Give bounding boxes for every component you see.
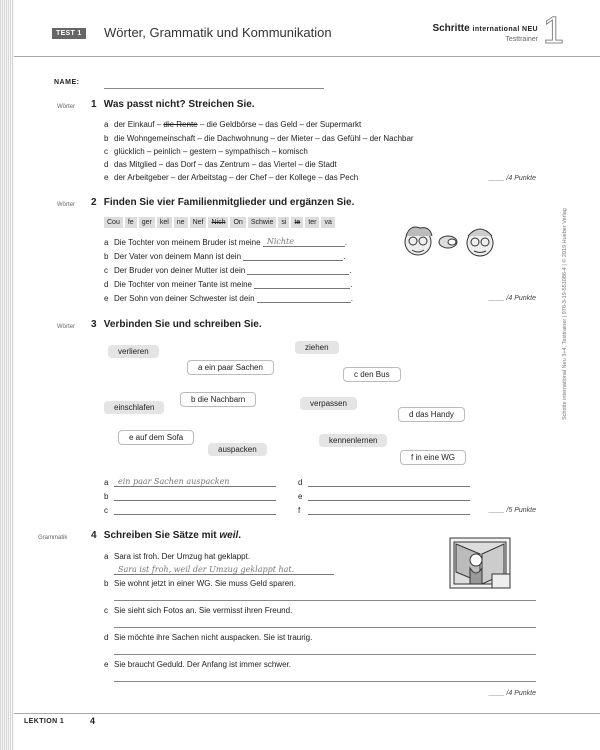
chip-c[interactable]: c den Bus xyxy=(343,367,401,382)
ex3-answer-d[interactable]: d xyxy=(298,477,470,487)
ex4-category: Grammatik xyxy=(38,535,68,541)
syllable-bar xyxy=(104,217,337,228)
ex4-item-d: d Sie möchte ihre Sachen nicht auspacken. Sie ist traurig. xyxy=(104,633,313,642)
footer-lektion: LEKTION 1 xyxy=(24,718,65,725)
test-number: 1 xyxy=(542,10,564,52)
syllable: ne xyxy=(174,217,188,228)
ex3-answer-c[interactable]: c xyxy=(104,505,276,515)
ex2-item-b[interactable]: b Der Vater von deinem Mann ist dein . xyxy=(104,252,346,261)
chip-kennenlernen[interactable]: kennenlernen xyxy=(319,434,387,447)
syllable: si xyxy=(278,217,289,228)
syllable-crossed: te xyxy=(291,217,303,228)
ex1-item-b[interactable]: b die Wohngemeinschaft – die Dachwohnung – der Mieter – das Gefühl – der Nachbar xyxy=(104,134,414,143)
syllable: On xyxy=(230,217,245,228)
ex3-category: Wörter xyxy=(57,324,75,330)
ex1-item-a[interactable]: a der Einkauf – die Rente – die Geldbörse – das Geld – der Supermarkt xyxy=(104,120,362,129)
brand-subtitle: Testtrainer xyxy=(505,36,538,43)
syllable: Nef xyxy=(190,217,207,228)
syllable: va xyxy=(321,217,334,228)
ex3-points: ____ /5 Punkte xyxy=(488,507,536,514)
ex3-answer-a[interactable]: a ein paar Sachen auspacken xyxy=(104,477,276,487)
ex4-answer-e[interactable] xyxy=(114,681,536,682)
chip-verpassen[interactable]: verpassen xyxy=(300,397,357,410)
ex3-heading: 3 Verbinden Sie und schreiben Sie. xyxy=(91,319,262,330)
ex3-answer-f[interactable]: f xyxy=(298,505,470,515)
ex3-answer-e[interactable]: e xyxy=(298,491,470,501)
test-badge: TEST 1 xyxy=(52,28,86,39)
footer-divider xyxy=(14,713,600,714)
page-number: 4 xyxy=(90,716,96,726)
ex2-item-c[interactable]: c Der Bruder von deiner Mutter ist dein . xyxy=(104,266,352,275)
side-stripe xyxy=(0,0,14,750)
chip-ziehen[interactable]: ziehen xyxy=(295,341,339,354)
chip-b[interactable]: b die Nachbarn xyxy=(180,392,256,407)
syllable: ger xyxy=(139,217,155,228)
name-label: NAME: xyxy=(54,79,80,86)
ex2-points: ____ /4 Punkte xyxy=(488,295,536,302)
ex1-item-d[interactable]: d das Mitglied – das Dorf – das Zentrum – das Viertel – die Stadt xyxy=(104,160,337,169)
ex4-answer-c[interactable] xyxy=(114,627,536,628)
ex4-item-e: e Sie braucht Geduld. Der Anfang ist immer schwer. xyxy=(104,660,291,669)
ex2-item-e[interactable]: e Der Sohn von deiner Schwester ist dein . xyxy=(104,294,353,303)
ex4-heading: 4 Schreiben Sie Sätze mit weil. xyxy=(91,530,242,541)
chip-e[interactable]: e auf dem Sofa xyxy=(118,430,194,445)
syllable: Cou xyxy=(104,217,123,228)
moving-boxes-illustration xyxy=(446,530,518,594)
syllable-crossed: Nich xyxy=(208,217,228,228)
ex4-answer-d[interactable] xyxy=(114,654,536,655)
page-title: Wörter, Grammatik und Kommunikation xyxy=(104,25,332,40)
header-divider xyxy=(14,56,600,57)
brand-logo: Schritte international NEU xyxy=(432,23,538,34)
ex4-answer-a[interactable]: Sara ist froh, weil der Umzug geklappt hat. xyxy=(114,565,334,575)
syllable: fe xyxy=(125,217,137,228)
chip-auspacken[interactable]: auspacken xyxy=(208,443,267,456)
syllable: Schwie xyxy=(248,217,277,228)
ex2-item-d[interactable]: d Die Tochter von meiner Tante ist meine . xyxy=(104,280,353,289)
name-field[interactable] xyxy=(104,88,324,89)
ex4-item-b: b Sie wohnt jetzt in einer WG. Sie muss Geld sparen. xyxy=(104,579,296,588)
ex4-item-c: c Sie sieht sich Fotos an. Sie vermisst ihren Freund. xyxy=(104,606,293,615)
ex1-category: Wörter xyxy=(57,104,75,110)
chip-d[interactable]: d das Handy xyxy=(398,407,465,422)
family-illustration xyxy=(398,222,500,264)
ex2-heading: 2 Finden Sie vier Familienmitglieder und ergänzen Sie. xyxy=(91,197,355,208)
ex1-points: ____ /4 Punkte xyxy=(488,175,536,182)
chip-a[interactable]: a ein paar Sachen xyxy=(187,360,274,375)
ex4-answer-b[interactable] xyxy=(114,600,536,601)
ex3-answer-b[interactable]: b xyxy=(104,491,276,501)
ex4-item-a: a Sara ist froh. Der Umzug hat geklappt. xyxy=(104,552,251,561)
syllable: kel xyxy=(157,217,172,228)
ex1-item-c[interactable]: c glücklich – peinlich – gestern – sympathisch – komisch xyxy=(104,147,308,156)
ex2-category: Wörter xyxy=(57,202,75,208)
ex1-heading: 1 Was passt nicht? Streichen Sie. xyxy=(91,99,255,110)
chip-verlieren[interactable]: verlieren xyxy=(108,345,159,358)
ex4-points: ____ /4 Punkte xyxy=(488,690,536,697)
ex1-item-e[interactable]: e der Arbeitgeber – der Arbeitstag – der Chef – der Kollege – das Pech xyxy=(104,173,359,182)
ex2-item-a[interactable]: a Die Tochter von meinem Bruder ist meine Nichte . xyxy=(104,237,348,247)
chip-einschlafen[interactable]: einschlafen xyxy=(104,401,164,414)
copyright-note: Schritte international Neu 3+4, Testtrainer | 978-3-19-551086-4 | © 2019 Hueber Verlag xyxy=(562,208,568,420)
syllable: ter xyxy=(305,217,319,228)
chip-f[interactable]: f in eine WG xyxy=(400,450,466,465)
